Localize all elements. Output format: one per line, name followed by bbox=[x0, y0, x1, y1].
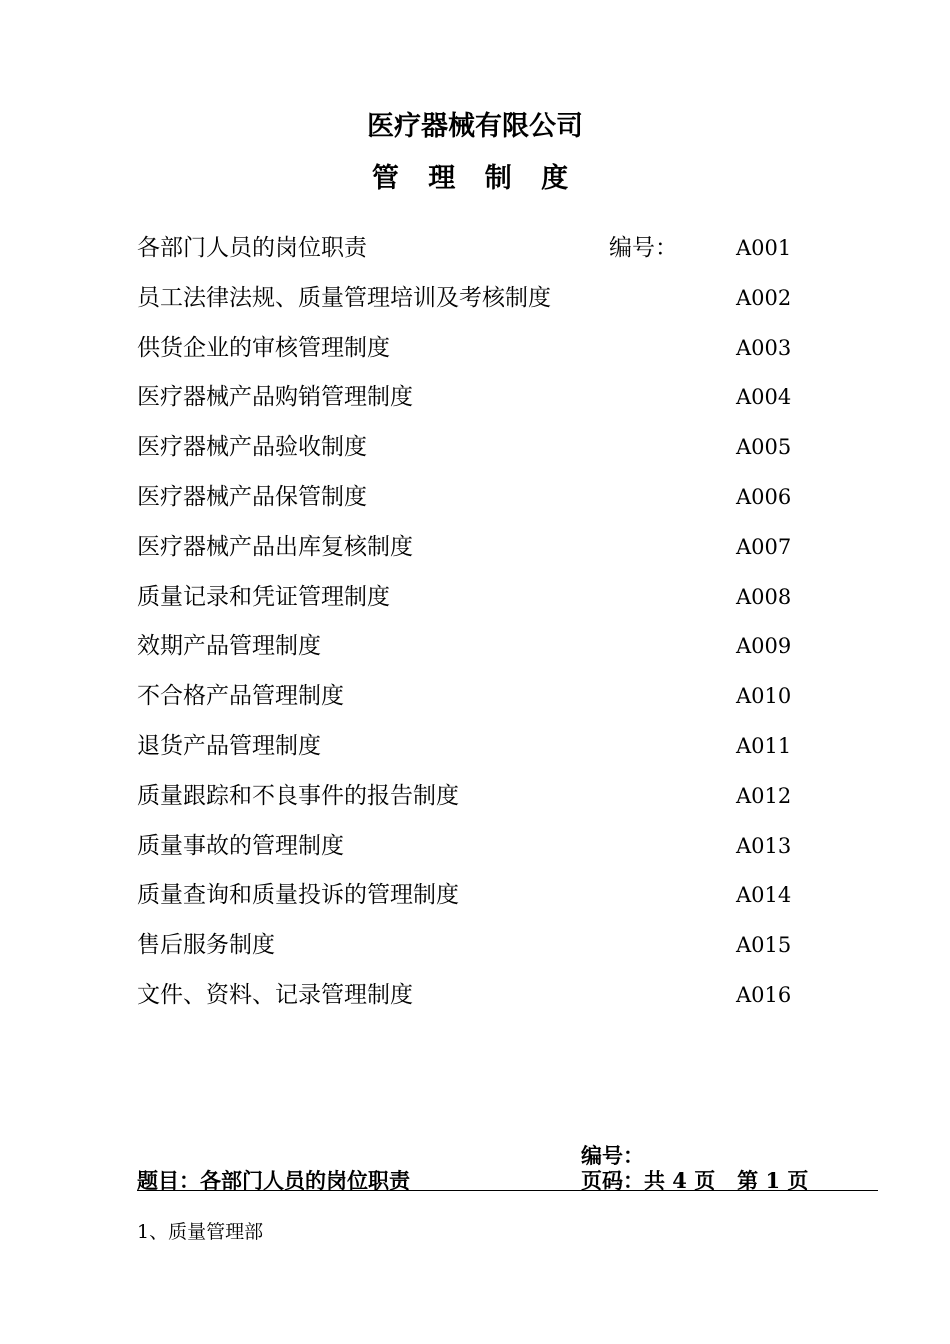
toc-row bbox=[137, 377, 837, 427]
toc-title: 医疗器械产品验收制度 bbox=[137, 434, 367, 461]
toc-code: A010 bbox=[736, 684, 792, 709]
toc-row bbox=[137, 626, 837, 676]
toc-title: 医疗器械产品购销管理制度 bbox=[137, 384, 413, 411]
toc-code: A001 bbox=[736, 236, 792, 260]
toc-title: 退货产品管理制度 bbox=[137, 732, 321, 759]
header-number-label: 编号： bbox=[581, 1143, 644, 1168]
toc-row bbox=[137, 477, 837, 527]
header-divider bbox=[137, 1190, 878, 1191]
toc-row bbox=[137, 676, 837, 726]
toc-title: 效期产品管理制度 bbox=[137, 633, 321, 660]
toc-row bbox=[137, 826, 837, 876]
toc-code: A004 bbox=[736, 385, 792, 410]
toc-title: 质量查询和质量投诉的管理制度 bbox=[137, 882, 459, 909]
toc-code: A011 bbox=[736, 733, 792, 758]
toc-code: A007 bbox=[736, 534, 792, 559]
toc-row bbox=[137, 726, 837, 776]
toc-code: A006 bbox=[736, 484, 792, 509]
toc-title: 医疗器械产品保管制度 bbox=[137, 483, 367, 510]
toc-title: 各部门人员的岗位职责 bbox=[137, 235, 367, 261]
toc-code: A016 bbox=[736, 982, 792, 1007]
section-heading: 1、质量管理部 bbox=[137, 1221, 264, 1243]
toc-row bbox=[137, 328, 837, 378]
toc-number-label: 编号： bbox=[609, 235, 678, 261]
toc-title: 供货企业的审核管理制度 bbox=[137, 334, 390, 361]
header-page-info: 页码：共 4 页 第 1 页 bbox=[581, 1168, 809, 1193]
table-of-contents bbox=[137, 228, 837, 1025]
toc-title: 员工法律法规、质量管理培训及考核制度 bbox=[137, 284, 551, 311]
header-topic: 题目：各部门人员的岗位职责 bbox=[137, 1168, 410, 1193]
toc-row bbox=[137, 577, 837, 627]
toc-row bbox=[137, 527, 837, 577]
toc-code: A008 bbox=[736, 584, 792, 609]
toc-code: A009 bbox=[736, 634, 792, 659]
toc-code: A005 bbox=[736, 435, 792, 460]
toc-title: 质量记录和凭证管理制度 bbox=[137, 583, 390, 610]
toc-row bbox=[137, 875, 837, 925]
toc-title: 质量跟踪和不良事件的报告制度 bbox=[137, 782, 459, 809]
toc-row bbox=[137, 278, 837, 328]
company-name: 医疗器械有限公司 bbox=[367, 111, 583, 142]
toc-title: 医疗器械产品出库复核制度 bbox=[137, 533, 413, 560]
toc-code: A003 bbox=[736, 335, 792, 360]
toc-row bbox=[137, 427, 837, 477]
toc-code: A002 bbox=[736, 285, 792, 310]
toc-row bbox=[137, 228, 837, 278]
toc-code: A015 bbox=[736, 933, 792, 958]
toc-title: 质量事故的管理制度 bbox=[137, 832, 344, 859]
toc-code: A012 bbox=[736, 783, 792, 808]
toc-row bbox=[137, 975, 837, 1025]
document-subtitle: 管 理 制 度 bbox=[371, 163, 579, 194]
toc-row bbox=[137, 925, 837, 975]
toc-title: 不合格产品管理制度 bbox=[137, 683, 344, 710]
toc-code: A013 bbox=[736, 833, 792, 858]
toc-row bbox=[137, 776, 837, 826]
toc-title: 文件、资料、记录管理制度 bbox=[137, 981, 413, 1008]
toc-code: A014 bbox=[736, 883, 792, 908]
toc-title: 售后服务制度 bbox=[137, 932, 275, 959]
